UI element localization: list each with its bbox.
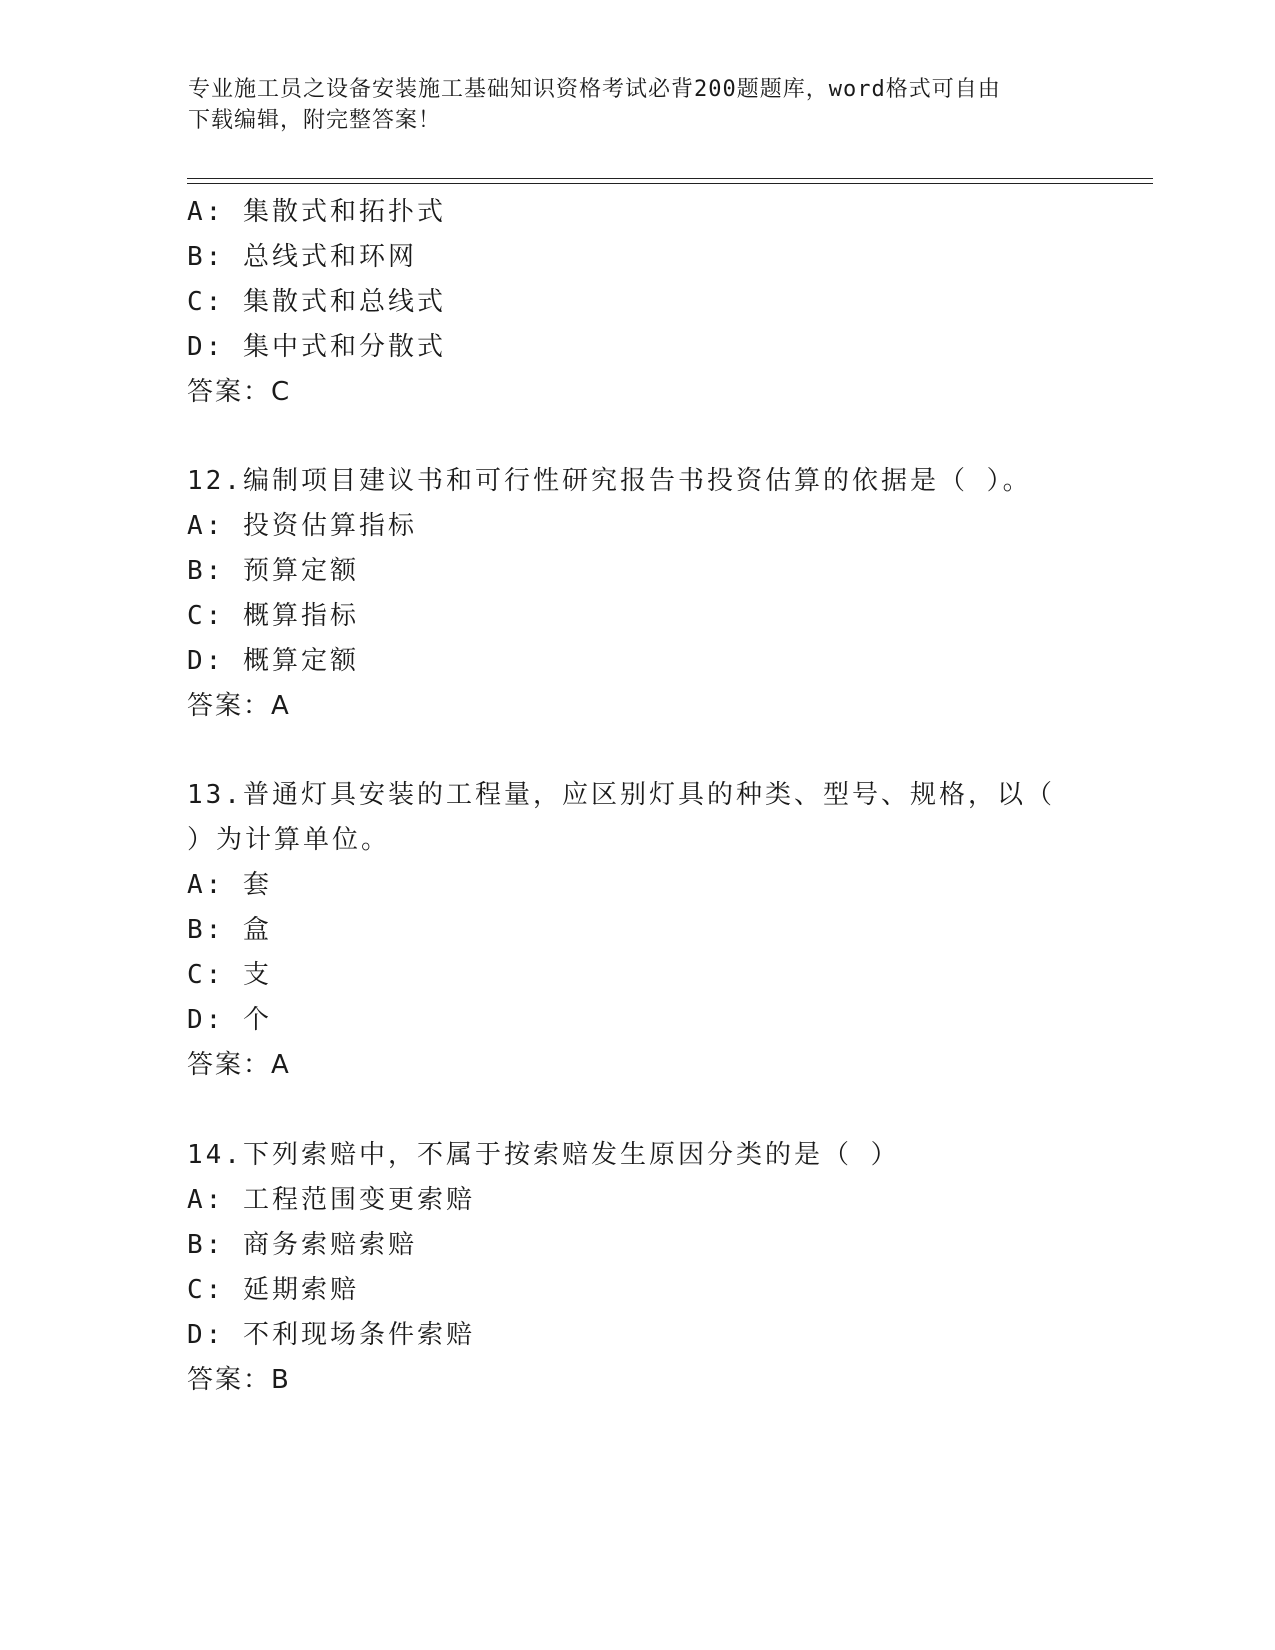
q14-option-c: C: 延期索赔 xyxy=(187,1275,359,1305)
q13-option-d: D: 个 xyxy=(187,1005,272,1035)
header-line-2: 下载编辑，附完整答案！ xyxy=(188,108,442,133)
header-divider-top xyxy=(187,178,1153,179)
q11-option-c: C: 集散式和总线式 xyxy=(187,287,446,317)
q13-answer: 答案：A xyxy=(187,1050,291,1080)
q11-option-d: D: 集中式和分散式 xyxy=(187,332,446,362)
q12-option-d: D: 概算定额 xyxy=(187,646,359,676)
q13-question-line-2: ）为计算单位。 xyxy=(187,825,391,855)
header-line-1: 专业施工员之设备安装施工基础知识资格考试必背200题题库，word格式可自由 xyxy=(188,77,1001,102)
q11-option-b: B: 总线式和环网 xyxy=(187,242,417,272)
q14-option-d: D: 不利现场条件索赔 xyxy=(187,1320,475,1350)
header-divider-bottom xyxy=(187,183,1153,184)
q14-option-b: B: 商务索赔索赔 xyxy=(187,1230,417,1260)
q13-option-c: C: 支 xyxy=(187,960,272,990)
q12-option-c: C: 概算指标 xyxy=(187,601,359,631)
q13-option-b: B: 盒 xyxy=(187,915,272,945)
q13-question-line-1: 13.普通灯具安装的工程量，应区别灯具的种类、型号、规格，以（ xyxy=(187,780,1055,810)
q14-answer: 答案：B xyxy=(187,1365,291,1395)
q14-question: 14.下列索赔中，不属于按索赔发生原因分类的是（ ） xyxy=(187,1140,900,1170)
q11-option-a: A: 集散式和拓扑式 xyxy=(187,197,446,227)
q13-option-a: A: 套 xyxy=(187,870,272,900)
q12-option-a: A: 投资估算指标 xyxy=(187,511,417,541)
q12-option-b: B: 预算定额 xyxy=(187,556,359,586)
q12-question: 12.编制项目建议书和可行性研究报告书投资估算的依据是（ ）。 xyxy=(187,466,1032,496)
q11-answer: 答案：C xyxy=(187,377,292,407)
document-header xyxy=(188,74,1068,136)
q14-option-a: A: 工程范围变更索赔 xyxy=(187,1185,475,1215)
q12-answer: 答案：A xyxy=(187,691,291,721)
